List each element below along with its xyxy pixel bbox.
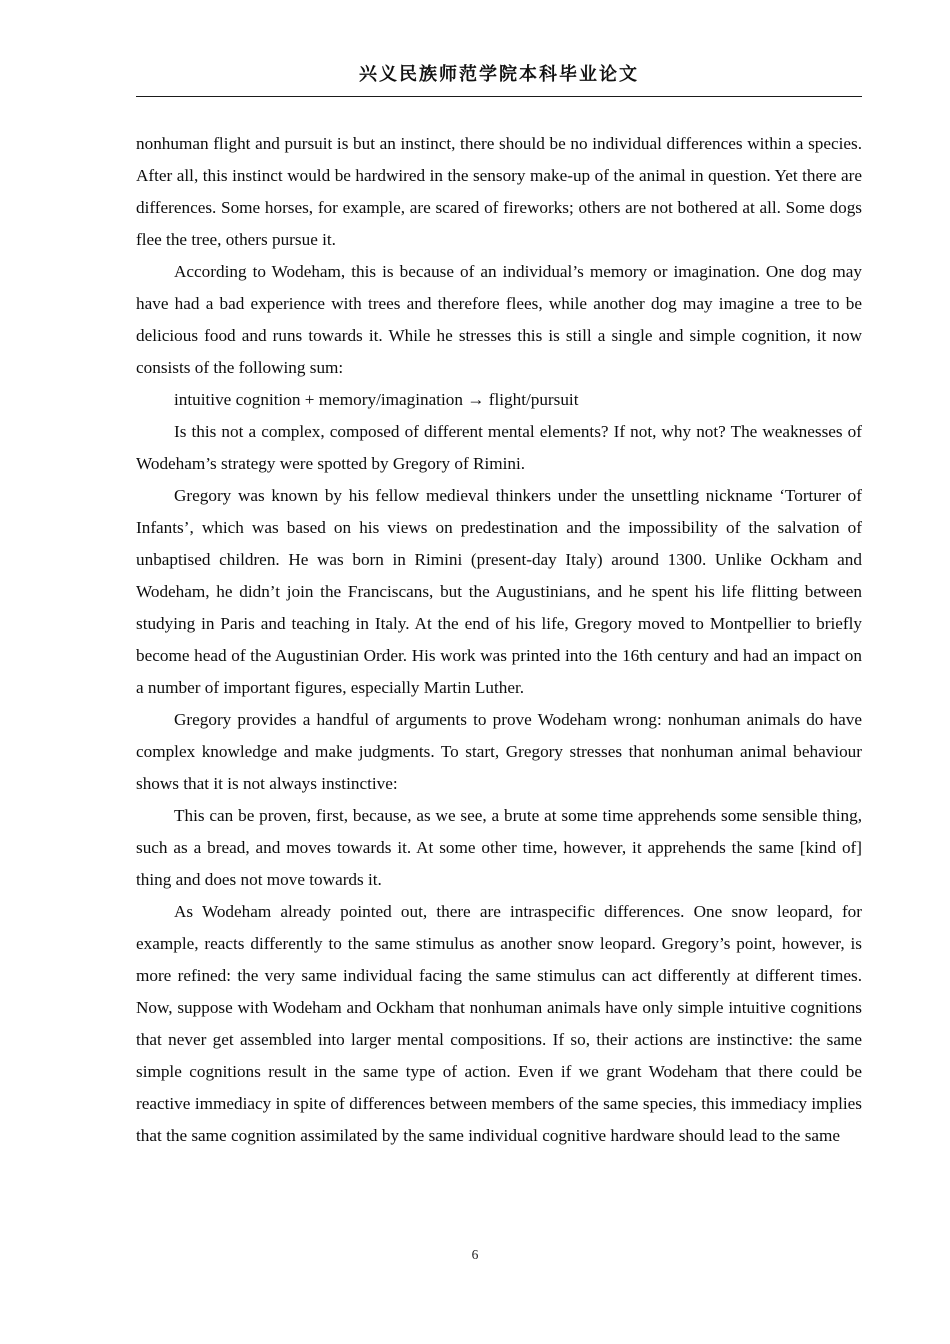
formula-line: intuitive cognition + memory/imagination → flight/pursuit bbox=[174, 390, 579, 409]
body-paragraph: Gregory was known by his fellow medieval thinkers under the unsettling nickname ‘Torturer of Infants’, which was based on his views on predestination and the impossibility of the salvation of unbaptised children. He was born in Rimini (present-day Italy) around 1300. Unlike Ockham and Wodeham, he didn’t join the Franciscans, but the Augustinians, and he spent his life flitting between studying in Paris and teaching in Italy. At the end of his life, Gregory moved to Montpellier to briefly become head of the Augustinian Order. His work was printed into the 16th century and had an impact on a number of important figures, especially Martin Luther. bbox=[136, 486, 862, 697]
body-paragraph: Is this not a complex, composed of different mental elements? If not, why not? The weaknesses of Wodeham’s strategy were spotted by Gregory of Rimini. bbox=[136, 422, 862, 473]
running-header bbox=[136, 62, 862, 88]
body-paragraph: According to Wodeham, this is because of an individual’s memory or imagination. One dog may have had a bad experience with trees and therefore flees, while another dog may imagine a tree to be delicious food and runs towards it. While he stresses this is still a single and simple cognition, it now consists of the following sum: bbox=[136, 262, 862, 377]
header-title: 兴义民族师范学院本科毕业论文 bbox=[359, 64, 639, 85]
page-number: 6 bbox=[471, 1247, 479, 1262]
header-divider-rule bbox=[136, 96, 862, 97]
blockquote-paragraph: This can be proven, first, because, as we see, a brute at some time apprehends some sensible thing, such as a bread, and moves towards it. At some other time, however, it apprehends the same [kind of] thing and does not move towards it. bbox=[136, 806, 862, 889]
page-footer bbox=[0, 1246, 950, 1264]
body-paragraph: As Wodeham already pointed out, there are intraspecific differences. One snow leopard, for example, reacts differently to the same stimulus as another snow leopard. Gregory’s point, however, is more refined: the very same individual facing the same stimulus can act differently at different times. Now, suppose with Wodeham and Ockham that nonhuman animals have only simple intuitive cognitions that never get assembled into larger mental compositions. If so, their actions are instinctive: the same simple cognitions result in the same type of action. Even if we grant Wodeham that there could be reactive immediacy in spite of differences between members of the same species, this immediacy implies that the same cognition assimilated by the same individual cognitive hardware should lead to the same bbox=[136, 902, 862, 1145]
body-paragraph: nonhuman flight and pursuit is but an instinct, there should be no individual differences within a species. After all, this instinct would be hardwired in the sensory make-up of the animal in question. Yet there are differences. Some horses, for example, are scared of fireworks; others are not bothered at all. Some dogs flee the tree, others pursue it. bbox=[136, 134, 862, 249]
page-body bbox=[136, 128, 862, 1152]
body-paragraph: Gregory provides a handful of arguments to prove Wodeham wrong: nonhuman animals do have complex knowledge and make judgments. To start, Gregory stresses that nonhuman animal behaviour shows that it is not always instinctive: bbox=[136, 710, 862, 793]
